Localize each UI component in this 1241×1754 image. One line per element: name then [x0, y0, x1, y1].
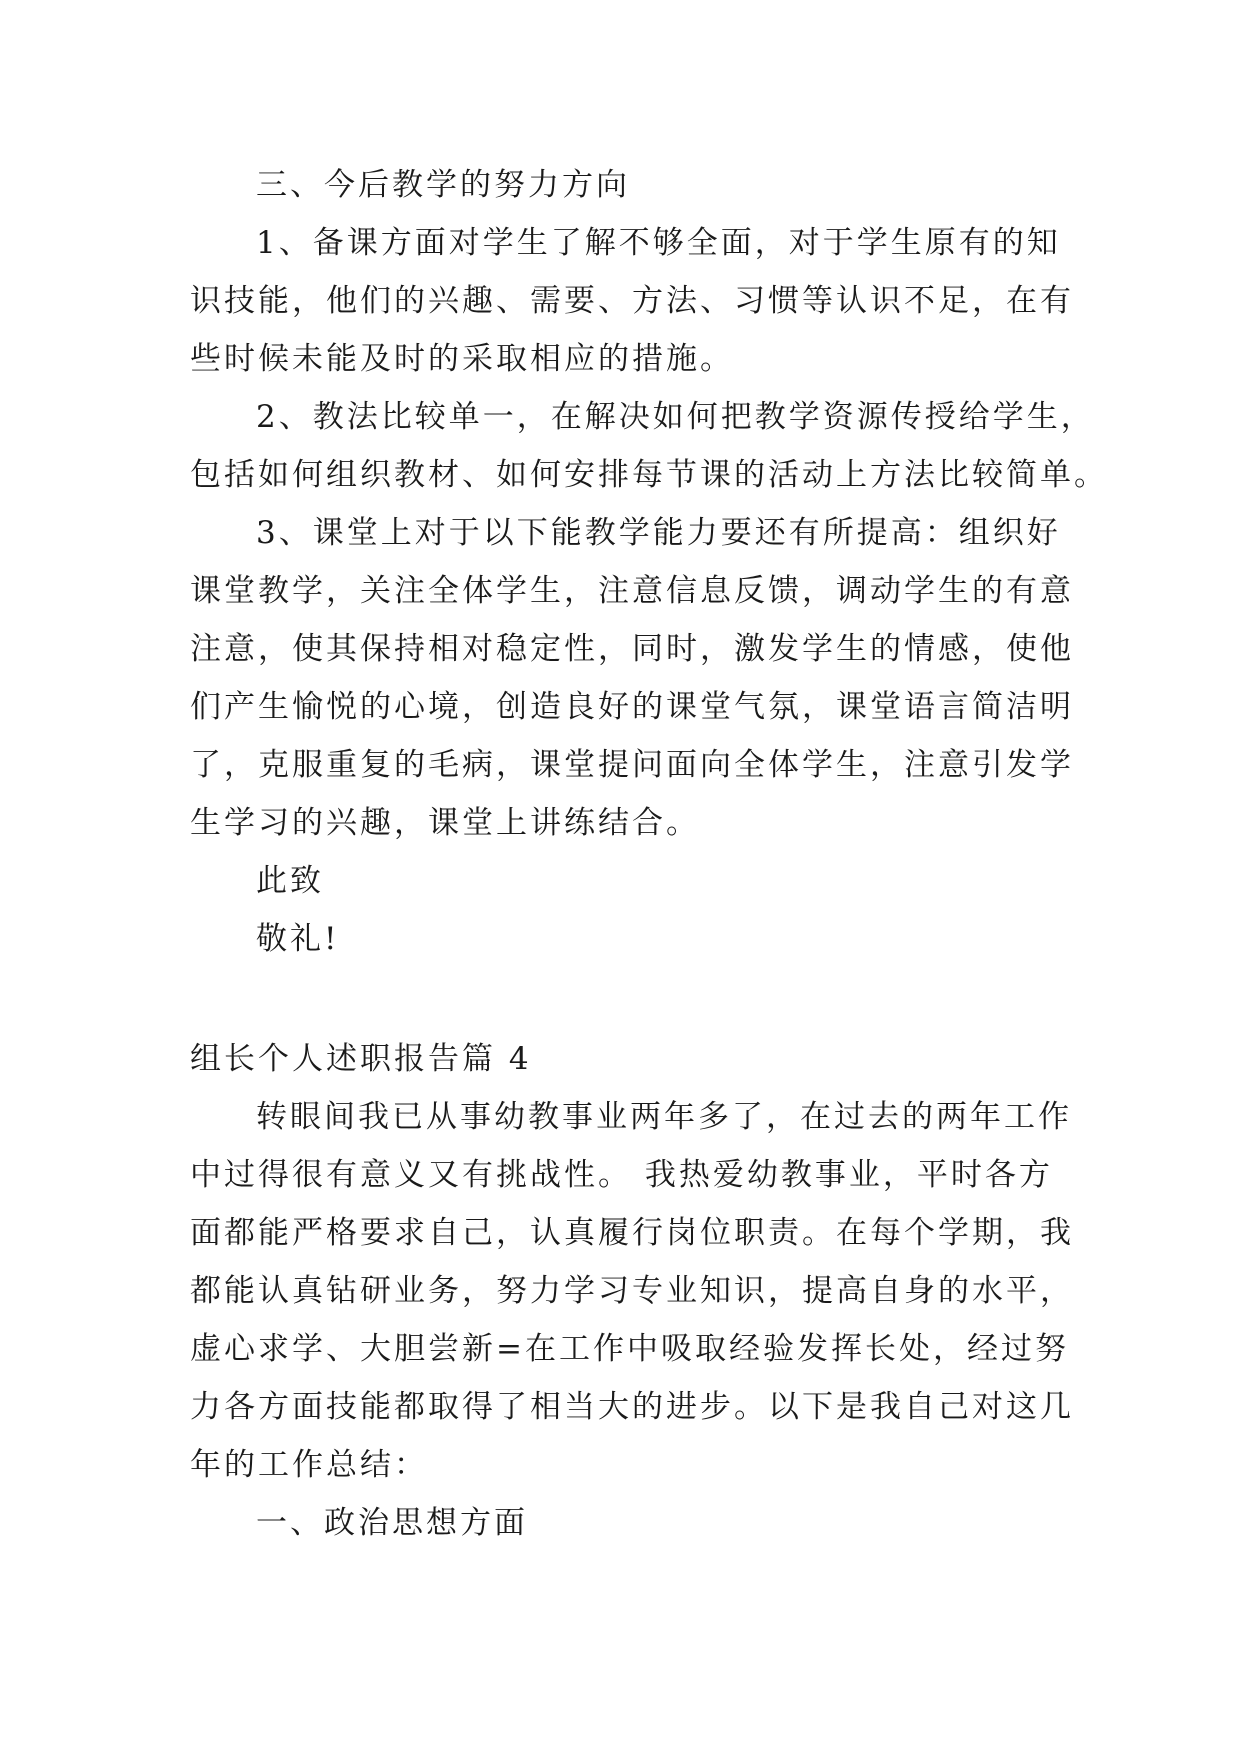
paragraph-line: 都能认真钻研业务，努力学习专业知识，提高自身的水平， — [190, 1273, 1074, 1309]
paragraph-line: 包括如何组织教材、如何安排每节课的活动上方法比较简单。 — [190, 457, 1108, 493]
paragraph-line: 识技能，他们的兴趣、需要、方法、习惯等认识不足，在有 — [190, 283, 1074, 319]
paragraph-line: 们产生愉悦的心境，创造良好的课堂气氛，课堂语言简洁明 — [190, 689, 1074, 725]
paragraph-line: 转眼间我已从事幼教事业两年多了，在过去的两年工作 — [256, 1099, 1072, 1135]
paragraph-line: 面都能严格要求自己，认真履行岗位职责。在每个学期，我 — [190, 1215, 1074, 1251]
paragraph-line: 些时候未能及时的采取相应的措施。 — [190, 341, 734, 377]
paragraph-line: 虚心求学、大胆尝新=在工作中吸取经验发挥长处，经过努 — [190, 1331, 1069, 1367]
paragraph-line: 力各方面技能都取得了相当大的进步。以下是我自己对这几 — [190, 1389, 1074, 1425]
article-title: 组长个人述职报告篇 4 — [190, 1041, 532, 1077]
paragraph-line: 3、课堂上对于以下能教学能力要还有所提高：组织好 — [256, 515, 1061, 551]
paragraph-line: 中过得很有意义又有挑战性。 我热爱幼教事业，平时各方 — [190, 1157, 1053, 1193]
paragraph-line: 年的工作总结： — [190, 1447, 428, 1483]
paragraph-line: 注意，使其保持相对稳定性，同时，激发学生的情感，使他 — [190, 631, 1074, 667]
paragraph-line: 了，克服重复的毛病，课堂提问面向全体学生，注意引发学 — [190, 747, 1074, 783]
closing-line: 此致 — [256, 863, 324, 899]
section-heading: 一、政治思想方面 — [256, 1505, 528, 1541]
paragraph-line: 生学习的兴趣，课堂上讲练结合。 — [190, 805, 700, 841]
paragraph-line: 课堂教学，关注全体学生，注意信息反馈，调动学生的有意 — [190, 573, 1074, 609]
paragraph-line: 2、教法比较单一，在解决如何把教学资源传授给学生， — [256, 399, 1095, 435]
closing-line: 敬礼! — [256, 921, 340, 957]
section-heading: 三、今后教学的努力方向 — [256, 167, 630, 203]
paragraph-line: 1、备课方面对学生了解不够全面，对于学生原有的知 — [256, 225, 1061, 261]
